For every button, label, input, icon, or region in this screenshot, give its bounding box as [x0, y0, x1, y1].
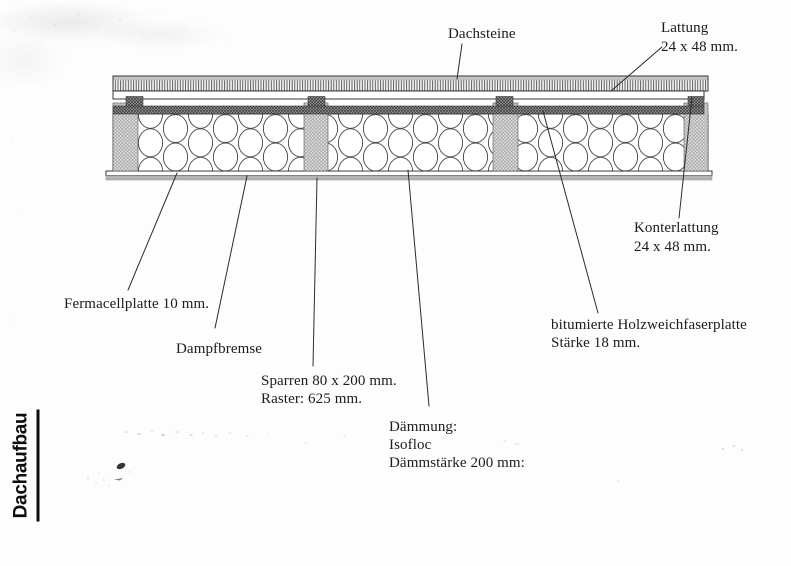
dachsteine-layer: [113, 76, 708, 91]
label-lattung: [661, 19, 738, 57]
scan-artifact: [116, 462, 127, 471]
leader-dachsteine: [457, 44, 462, 79]
lattung-layer: [113, 91, 704, 99]
label-konterlattung-name: Konterlattung: [634, 220, 719, 236]
label-konterlattung: [634, 219, 719, 257]
page-title-vertical: Dachaufbau: [11, 410, 40, 522]
konterlattung-block: [126, 97, 143, 107]
label-holzfaser-name: bitumierte Holzweichfaserplatte: [551, 317, 747, 333]
konterlattung-block: [308, 97, 325, 107]
label-sparren: [261, 372, 397, 408]
label-daemmung-thickness: Dämmstärke 200 mm:: [389, 455, 525, 471]
konterlattung-block: [496, 97, 513, 107]
label-konterlattung-size: 24 x 48 mm.: [634, 239, 711, 255]
label-daemmung-title: Dämmung:: [389, 419, 458, 435]
label-lattung-size: 24 x 48 mm.: [661, 39, 738, 55]
label-fermacellplatte: Fermacellplatte 10 mm.: [64, 296, 210, 312]
label-dachsteine: Dachsteine: [448, 26, 516, 42]
leader-fermacellplatte: [128, 173, 177, 290]
label-holzfaser-size: Stärke 18 mm.: [551, 335, 641, 351]
label-sparren-size: Sparren 80 x 200 mm.: [261, 373, 397, 389]
label-daemmung-material: Isofloc: [389, 437, 432, 453]
label-sparren-raster: Raster: 625 mm.: [261, 391, 363, 407]
insulation-layer: [113, 114, 708, 171]
label-dampfbremse: Dampfbremse: [176, 341, 263, 357]
label-holzweichfaserplatte: [551, 316, 747, 352]
scan-artifact: [87, 471, 131, 487]
holzweichfaserplatte-layer: [113, 106, 704, 114]
scan-artifact: [114, 478, 123, 481]
konterlattung-block: [688, 97, 704, 107]
leader-daemmung: [408, 170, 429, 406]
dampfbremse-layer: [106, 171, 712, 176]
label-lattung-name: Lattung: [661, 20, 709, 36]
leader-dampfbremse: [215, 176, 247, 328]
leader-sparren: [313, 178, 317, 366]
label-daemmung: [389, 418, 525, 472]
